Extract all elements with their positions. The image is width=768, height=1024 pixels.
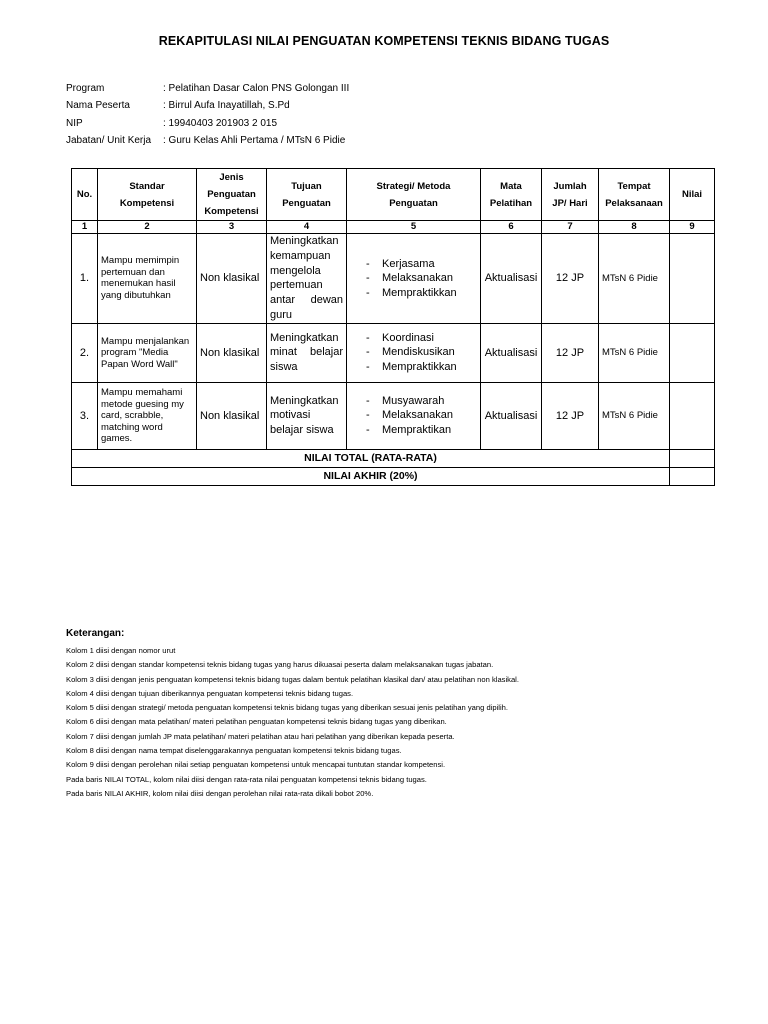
cell-nilai [670, 382, 715, 449]
note-line: Kolom 2 diisi dengan standar kompetensi teknis bidang tugas yang harus dikuasai peserta dalam melaksanakan tugas jabatan. [66, 660, 494, 670]
info-row-program [66, 80, 349, 97]
note-line: Pada baris NILAI AKHIR, kolom nilai diisi dengan perolehan nilai rata-rata dikali bobot 20%. [66, 788, 374, 798]
cell-no: 1. [72, 234, 98, 324]
total-nilai-cell [670, 449, 715, 467]
cell-strategi [347, 234, 481, 324]
table-row [72, 382, 715, 449]
cell-mata: Aktualisasi [481, 234, 542, 324]
col-number: 9 [670, 221, 715, 234]
note-line: Kolom 6 diisi dengan mata pelatihan/ materi pelatihan penguatan kompetensi teknis bidang tugas yang diberikan. [66, 717, 447, 727]
info-value: : Birrul Aufa Inayatillah, S.Pd [163, 100, 290, 112]
notes-section [66, 628, 746, 801]
cell-tempat: MTsN 6 Pidie [599, 382, 670, 449]
cell-jenis: Non klasikal [197, 234, 267, 324]
note-line: Kolom 7 diisi dengan jumlah JP mata pelatihan/ materi pelatihan atau hari pelatihan yang diberikan kepada peserta. [66, 731, 455, 741]
header-no: No. [72, 169, 98, 221]
cell-nilai [670, 323, 715, 382]
list-item: - Mempraktikkan [366, 361, 457, 374]
participant-info [66, 80, 349, 149]
info-value: : Guru Kelas Ahli Pertama / MTsN 6 Pidie [163, 135, 346, 147]
col-number: 7 [542, 221, 599, 234]
header-tempat: Tempat Pelaksanaan [599, 169, 670, 221]
recap-table [71, 168, 715, 486]
note-line: Kolom 9 diisi dengan perolehan nilai setiap penguatan kompetensi untuk mencapai tuntutan standar kompetensi. [66, 760, 446, 770]
list-item: - Mempraktikkan [366, 286, 457, 299]
cell-strategi [347, 382, 481, 449]
cell-no: 3. [72, 382, 98, 449]
column-number-row [72, 221, 715, 234]
header-mata: Mata Pelatihan [481, 169, 542, 221]
header-jumlah: Jumlah JP/ Hari [542, 169, 599, 221]
info-row-nama [66, 97, 349, 114]
note-line: Kolom 3 diisi dengan jenis penguatan kompetensi teknis bidang tugas dalam bentuk pelatihan klasikal dan/ atau pelatihan non klasikal. [66, 674, 519, 684]
note-line: Kolom 5 diisi dengan strategi/ metoda penguatan kompetensi teknis bidang tugas yang diberikan sesuai jenis pelatihan yang dipilih. [66, 703, 508, 713]
cell-mata: Aktualisasi [481, 323, 542, 382]
list-item: - Mempraktikan [366, 424, 452, 437]
note-line: Kolom 1 diisi dengan nomor urut [66, 646, 176, 655]
note-line: Kolom 4 diisi dengan tujuan diberikannya penguatan kompetensi teknis bidang tugas. [66, 688, 354, 698]
note-line: Kolom 8 diisi dengan nama tempat diselenggarakannya penguatan kompetensi teknis bidang tugas. [66, 746, 402, 756]
col-number: 6 [481, 221, 542, 234]
cell-jenis: Non klasikal [197, 323, 267, 382]
cell-strategi [347, 323, 481, 382]
list-item: - Mendiskusikan [366, 346, 455, 359]
header-row [72, 169, 715, 221]
cell-tempat: MTsN 6 Pidie [599, 234, 670, 324]
col-number: 2 [98, 221, 197, 234]
header-strategi: Strategi/ Metoda Penguatan [347, 169, 481, 221]
header-standar: Standar Kompetensi [98, 169, 197, 221]
cell-mata: Aktualisasi [481, 382, 542, 449]
info-label: NIP [66, 117, 83, 129]
header-tujuan: Tujuan Penguatan [267, 169, 347, 221]
cell-standar: Mampu menjalankan program "Media Papan Word Wall" [98, 323, 197, 382]
list-item: - Koordinasi [366, 331, 434, 344]
table-row [72, 234, 715, 324]
note-line: Pada baris NILAI TOTAL, kolom nilai diisi dengan rata-rata nilai penguatan kompetensi teknis bidang tugas. [66, 774, 427, 784]
info-row-jabatan [66, 132, 349, 149]
cell-tempat: MTsN 6 Pidie [599, 323, 670, 382]
list-item: - Melaksanakan [366, 409, 453, 422]
cell-jenis: Non klasikal [197, 382, 267, 449]
cell-standar: Mampu memimpin pertemuan dan menemukan hasil yang dibutuhkan [98, 234, 197, 324]
header-nilai: Nilai [670, 169, 715, 221]
page-title: REKAPITULASI NILAI PENGUATAN KOMPETENSI TEKNIS BIDANG TUGAS [158, 34, 610, 48]
info-label: Nama Peserta [66, 100, 130, 112]
info-row-nip [66, 115, 349, 132]
col-number: 5 [347, 221, 481, 234]
total-label: NILAI TOTAL (RATA-RATA) [72, 449, 670, 467]
header-jenis: Jenis Penguatan Kompetensi [197, 169, 267, 221]
info-value: : 19940403 201903 2 015 [163, 117, 277, 129]
cell-jp: 12 JP [542, 323, 599, 382]
list-item: - Melaksanakan [366, 272, 453, 285]
cell-standar: Mampu memahami metode guesing my card, scrabble, matching word games. [98, 382, 197, 449]
col-number: 1 [72, 221, 98, 234]
info-label: Program [66, 83, 105, 95]
cell-jp: 12 JP [542, 382, 599, 449]
akhir-row [72, 467, 715, 485]
akhir-label: NILAI AKHIR (20%) [72, 467, 670, 485]
cell-nilai [670, 234, 715, 324]
list-item: - Kerjasama [366, 257, 435, 270]
info-label: Jabatan/ Unit Kerja [66, 135, 152, 147]
cell-jp: 12 JP [542, 234, 599, 324]
cell-tujuan: Meningkatkan kemampuan mengelola pertemuan antar dewan guru [267, 234, 347, 324]
col-number: 3 [197, 221, 267, 234]
info-value: : Pelatihan Dasar Calon PNS Golongan III [163, 83, 350, 95]
akhir-nilai-cell [670, 467, 715, 485]
cell-tujuan: Meningkatkan minat belajar siswa [267, 323, 347, 382]
total-row [72, 449, 715, 467]
cell-no: 2. [72, 323, 98, 382]
notes-heading: Keterangan: [66, 628, 125, 639]
list-item: - Musyawarah [366, 394, 445, 407]
col-number: 4 [267, 221, 347, 234]
col-number: 8 [599, 221, 670, 234]
cell-tujuan: Meningkatkan motivasi belajar siswa [267, 382, 347, 449]
table-row [72, 323, 715, 382]
